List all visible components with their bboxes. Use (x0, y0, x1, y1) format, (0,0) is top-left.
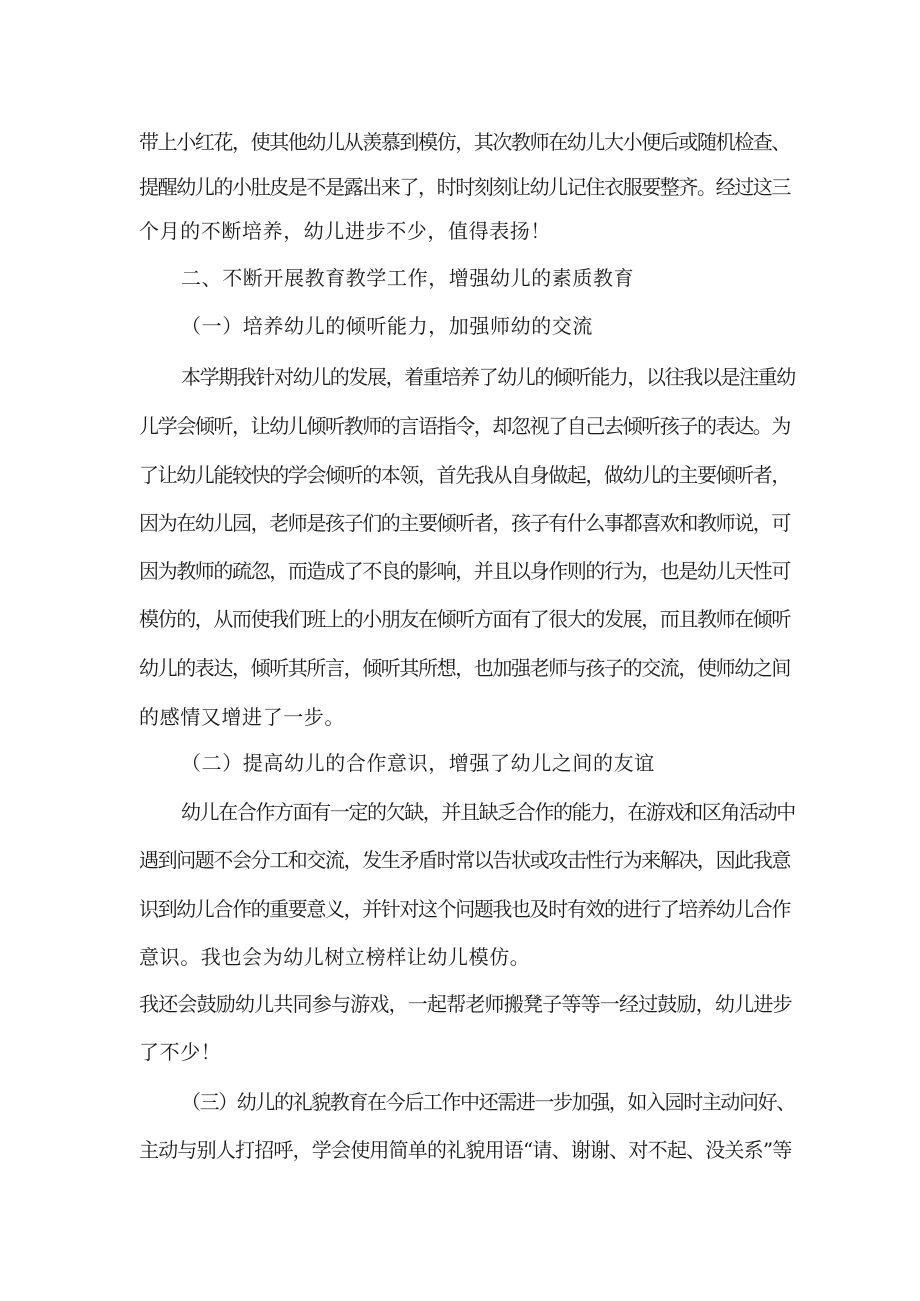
text-line: 带上小红花，使其他幼儿从羡慕到模仿，其次教师在幼儿大小便后或随机检查、 (139, 130, 790, 154)
text-line: 个月的不断培养，幼儿进步不少，值得表扬！ (139, 219, 551, 243)
text-line: 遇到问题不会分工和交流，发生矛盾时常以告状或攻击性行为来解决，因此我意 (139, 848, 790, 872)
text-line: 意识。我也会为幼儿树立榜样让幼儿模仿。 (139, 945, 531, 969)
text-line: 的感情又增进了一步。 (139, 705, 345, 729)
subsection-heading: （一）培养幼儿的倾听能力，加强师幼的交流 (181, 314, 593, 338)
text-line: 本学期我针对幼儿的发展，着重培养了幼儿的倾听能力，以往我以是注重幼 (181, 365, 795, 389)
text-line: 提醒幼儿的小肚皮是不是露出来了，时时刻刻让幼儿记住衣服要整齐。经过这三 (139, 175, 790, 199)
text-line: 我还会鼓励幼儿共同参与游戏，一起帮老师搬凳子等等一经过鼓励，幼儿进步 (139, 992, 792, 1016)
text-line: 幼儿在合作方面有一定的欠缺，并且缺乏合作的能力，在游戏和区角活动中 (181, 800, 795, 824)
subsection-heading: （三）幼儿的礼貌教育在今后工作中还需进一步加强，如入园时主动问好、 (181, 1090, 795, 1114)
text-line: 了不少！ (139, 1040, 222, 1064)
text-line: 主动与别人打招呼，学会使用简单的礼貌用语“请、谢谢、对不起、没关系”等 (139, 1138, 792, 1162)
text-line: 因为教师的疏忽，而造成了不良的影响，并且以身作则的行为，也是幼儿天性可 (139, 559, 790, 583)
text-line: 模仿的，从而使我们班上的小朋友在倾听方面有了很大的发展，而且教师在倾听 (139, 607, 790, 631)
text-line: 了让幼儿能较快的学会倾听的本领，首先我从自身做起，做幼儿的主要倾听者， (139, 463, 790, 487)
text-line: 因为在幼儿园，老师是孩子们的主要倾听者，孩子有什么事都喜欢和教师说，可 (139, 511, 790, 535)
text-line: 识到幼儿合作的重要意义，并针对这个问题我也及时有效的进行了培养幼儿合作 (139, 897, 790, 921)
text-line: 儿学会倾听，让幼儿倾听教师的言语指令，却忽视了自己去倾听孩子的表达。为 (139, 414, 790, 438)
section-heading: 二、不断开展教育教学工作，增强幼儿的素质教育 (181, 266, 635, 290)
subsection-heading: （二）提高幼儿的合作意识，增强了幼儿之间的友谊 (181, 751, 655, 775)
text-line: 幼儿的表达，倾听其所言，倾听其所想，也加强老师与孩子的交流，使师幼之间 (139, 656, 790, 680)
